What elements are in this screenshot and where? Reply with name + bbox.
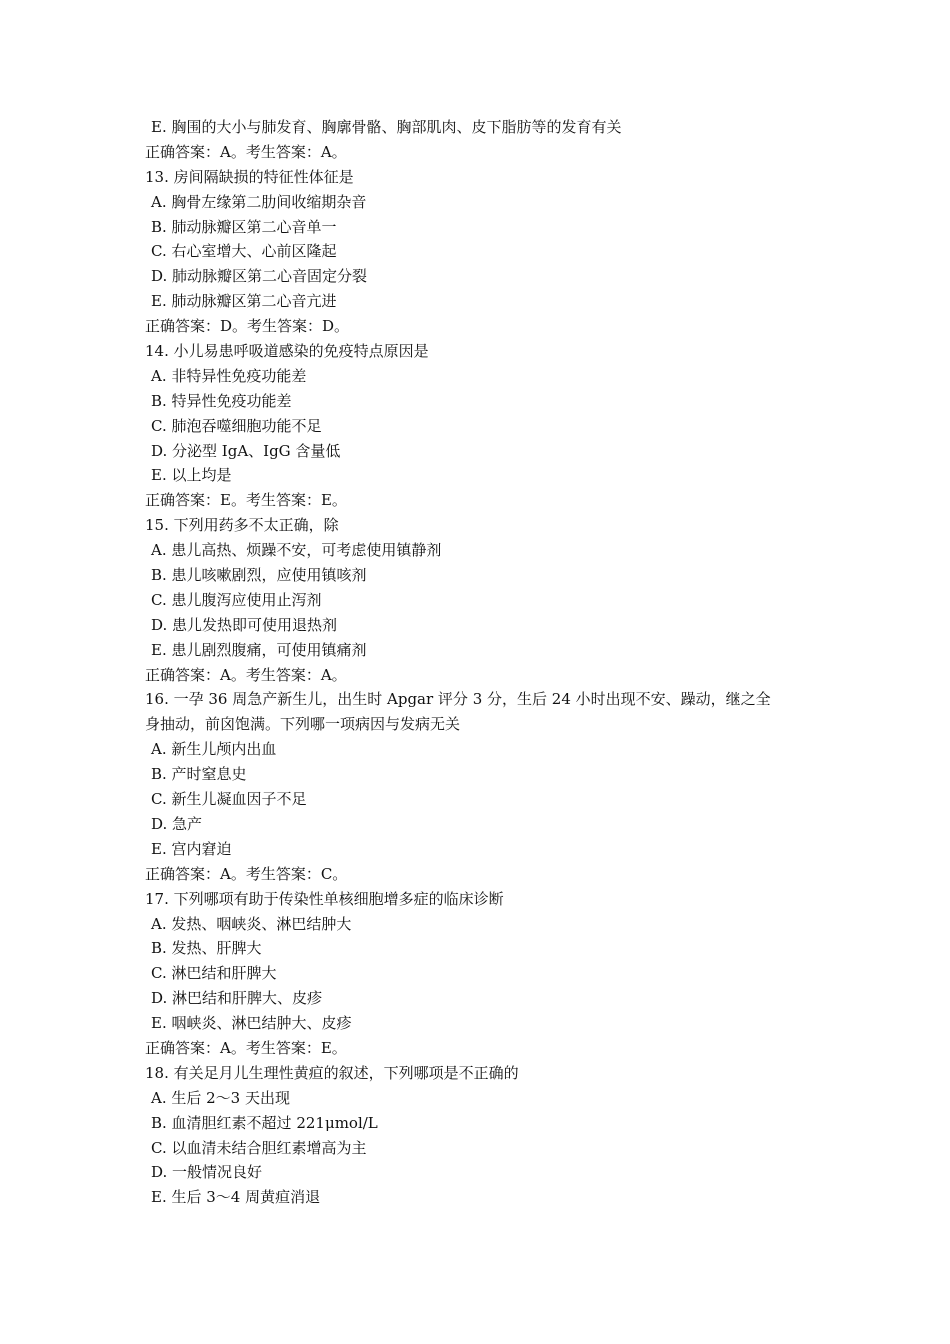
question-13-option-b: B. 肺动脉瓣区第二心音单一	[151, 217, 337, 236]
document-body	[145, 115, 815, 1210]
question-16-option-e: E. 宫内窘迫	[151, 839, 232, 858]
option-e-q12: E. 胸围的大小与肺发育、胸廓骨骼、胸部肌肉、皮下脂肪等的发育有关	[151, 118, 622, 136]
question-16-answer: 正确答案：A。考生答案：C。	[145, 864, 348, 883]
question-17-option-b: B. 发热、肝脾大	[151, 939, 262, 958]
question-17-option-e: E. 咽峡炎、淋巴结肿大、皮疹	[151, 1014, 352, 1033]
question-18-option-e: E. 生后 3～4 周黄疸消退	[151, 1188, 321, 1207]
question-15-answer: 正确答案：A。考生答案：A。	[145, 665, 347, 684]
question-16-option-b: B. 产时窒息史	[151, 765, 247, 784]
question-13-option-c: C. 右心室增大、心前区隆起	[151, 242, 337, 261]
question-13-option-d: D. 肺动脉瓣区第二心音固定分裂	[151, 267, 368, 286]
question-17-stem: 17. 下列哪项有助于传染性单核细胞增多症的临床诊断	[145, 889, 504, 908]
question-15-option-e: E. 患儿剧烈腹痛，可使用镇痛剂	[151, 640, 367, 659]
question-18-option-d: D. 一般情况良好	[151, 1163, 263, 1182]
question-16-option-d: D. 急产	[151, 814, 203, 833]
question-16-option-c: C. 新生儿凝血因子不足	[151, 790, 307, 809]
question-18-option-b: B. 血清胆红素不超过 221μmol/L	[151, 1113, 378, 1132]
question-16-stem: 16. 一孕 36 周急产新生儿，出生时 Apgar 评分 3 分，生后 24 小时出现不安、躁动，继之全	[145, 690, 771, 709]
question-18-option-a: A. 生后 2～3 天出现	[151, 1088, 290, 1107]
question-14-option-a: A. 非特异性免疫功能差	[151, 366, 307, 385]
question-16-option-a: A. 新生儿颅内出血	[151, 740, 277, 759]
question-13-answer: 正确答案：D。考生答案：D。	[145, 317, 350, 336]
question-16-stem-continued: 身抽动，前囟饱满。下列哪一项病因与发病无关	[145, 715, 461, 734]
question-15-stem: 15. 下列用药多不太正确，除	[145, 516, 339, 535]
question-17-option-c: C. 淋巴结和肝脾大	[151, 964, 277, 983]
question-17-option-a: A. 发热、咽峡炎、淋巴结肿大	[151, 914, 352, 933]
question-15-option-d: D. 患儿发热即可使用退热剂	[151, 615, 338, 634]
question-17-option-d: D. 淋巴结和肝脾大、皮疹	[151, 989, 323, 1008]
question-15-option-a: A. 患儿高热、烦躁不安，可考虑使用镇静剂	[151, 541, 442, 560]
question-14-option-e: E. 以上均是	[151, 466, 232, 485]
question-13-option-e: E. 肺动脉瓣区第二心音亢进	[151, 292, 337, 311]
question-15-option-c: C. 患儿腹泻应使用止泻剂	[151, 590, 322, 609]
question-15-option-b: B. 患儿咳嗽剧烈，应使用镇咳剂	[151, 566, 367, 585]
question-13-option-a: A. 胸骨左缘第二肋间收缩期杂音	[151, 192, 367, 211]
question-18-stem: 18. 有关足月儿生理性黄疸的叙述，下列哪项是不正确的	[145, 1063, 519, 1082]
question-14-option-b: B. 特异性免疫功能差	[151, 391, 292, 410]
question-14-stem: 14. 小儿易患呼吸道感染的免疫特点原因是	[145, 342, 429, 361]
question-18-option-c: C. 以血清未结合胆红素增高为主	[151, 1138, 367, 1157]
question-14-answer: 正确答案：E。考生答案：E。	[145, 491, 347, 510]
question-14-option-d: D. 分泌型 IgA、IgG 含量低	[151, 441, 341, 460]
question-17-answer: 正确答案：A。考生答案：E。	[145, 1038, 347, 1057]
answer-q12: 正确答案：A。考生答案：A。	[145, 142, 347, 161]
question-14-option-c: C. 肺泡吞噬细胞功能不足	[151, 416, 322, 435]
question-13-stem: 13. 房间隔缺损的特征性体征是	[145, 167, 354, 186]
